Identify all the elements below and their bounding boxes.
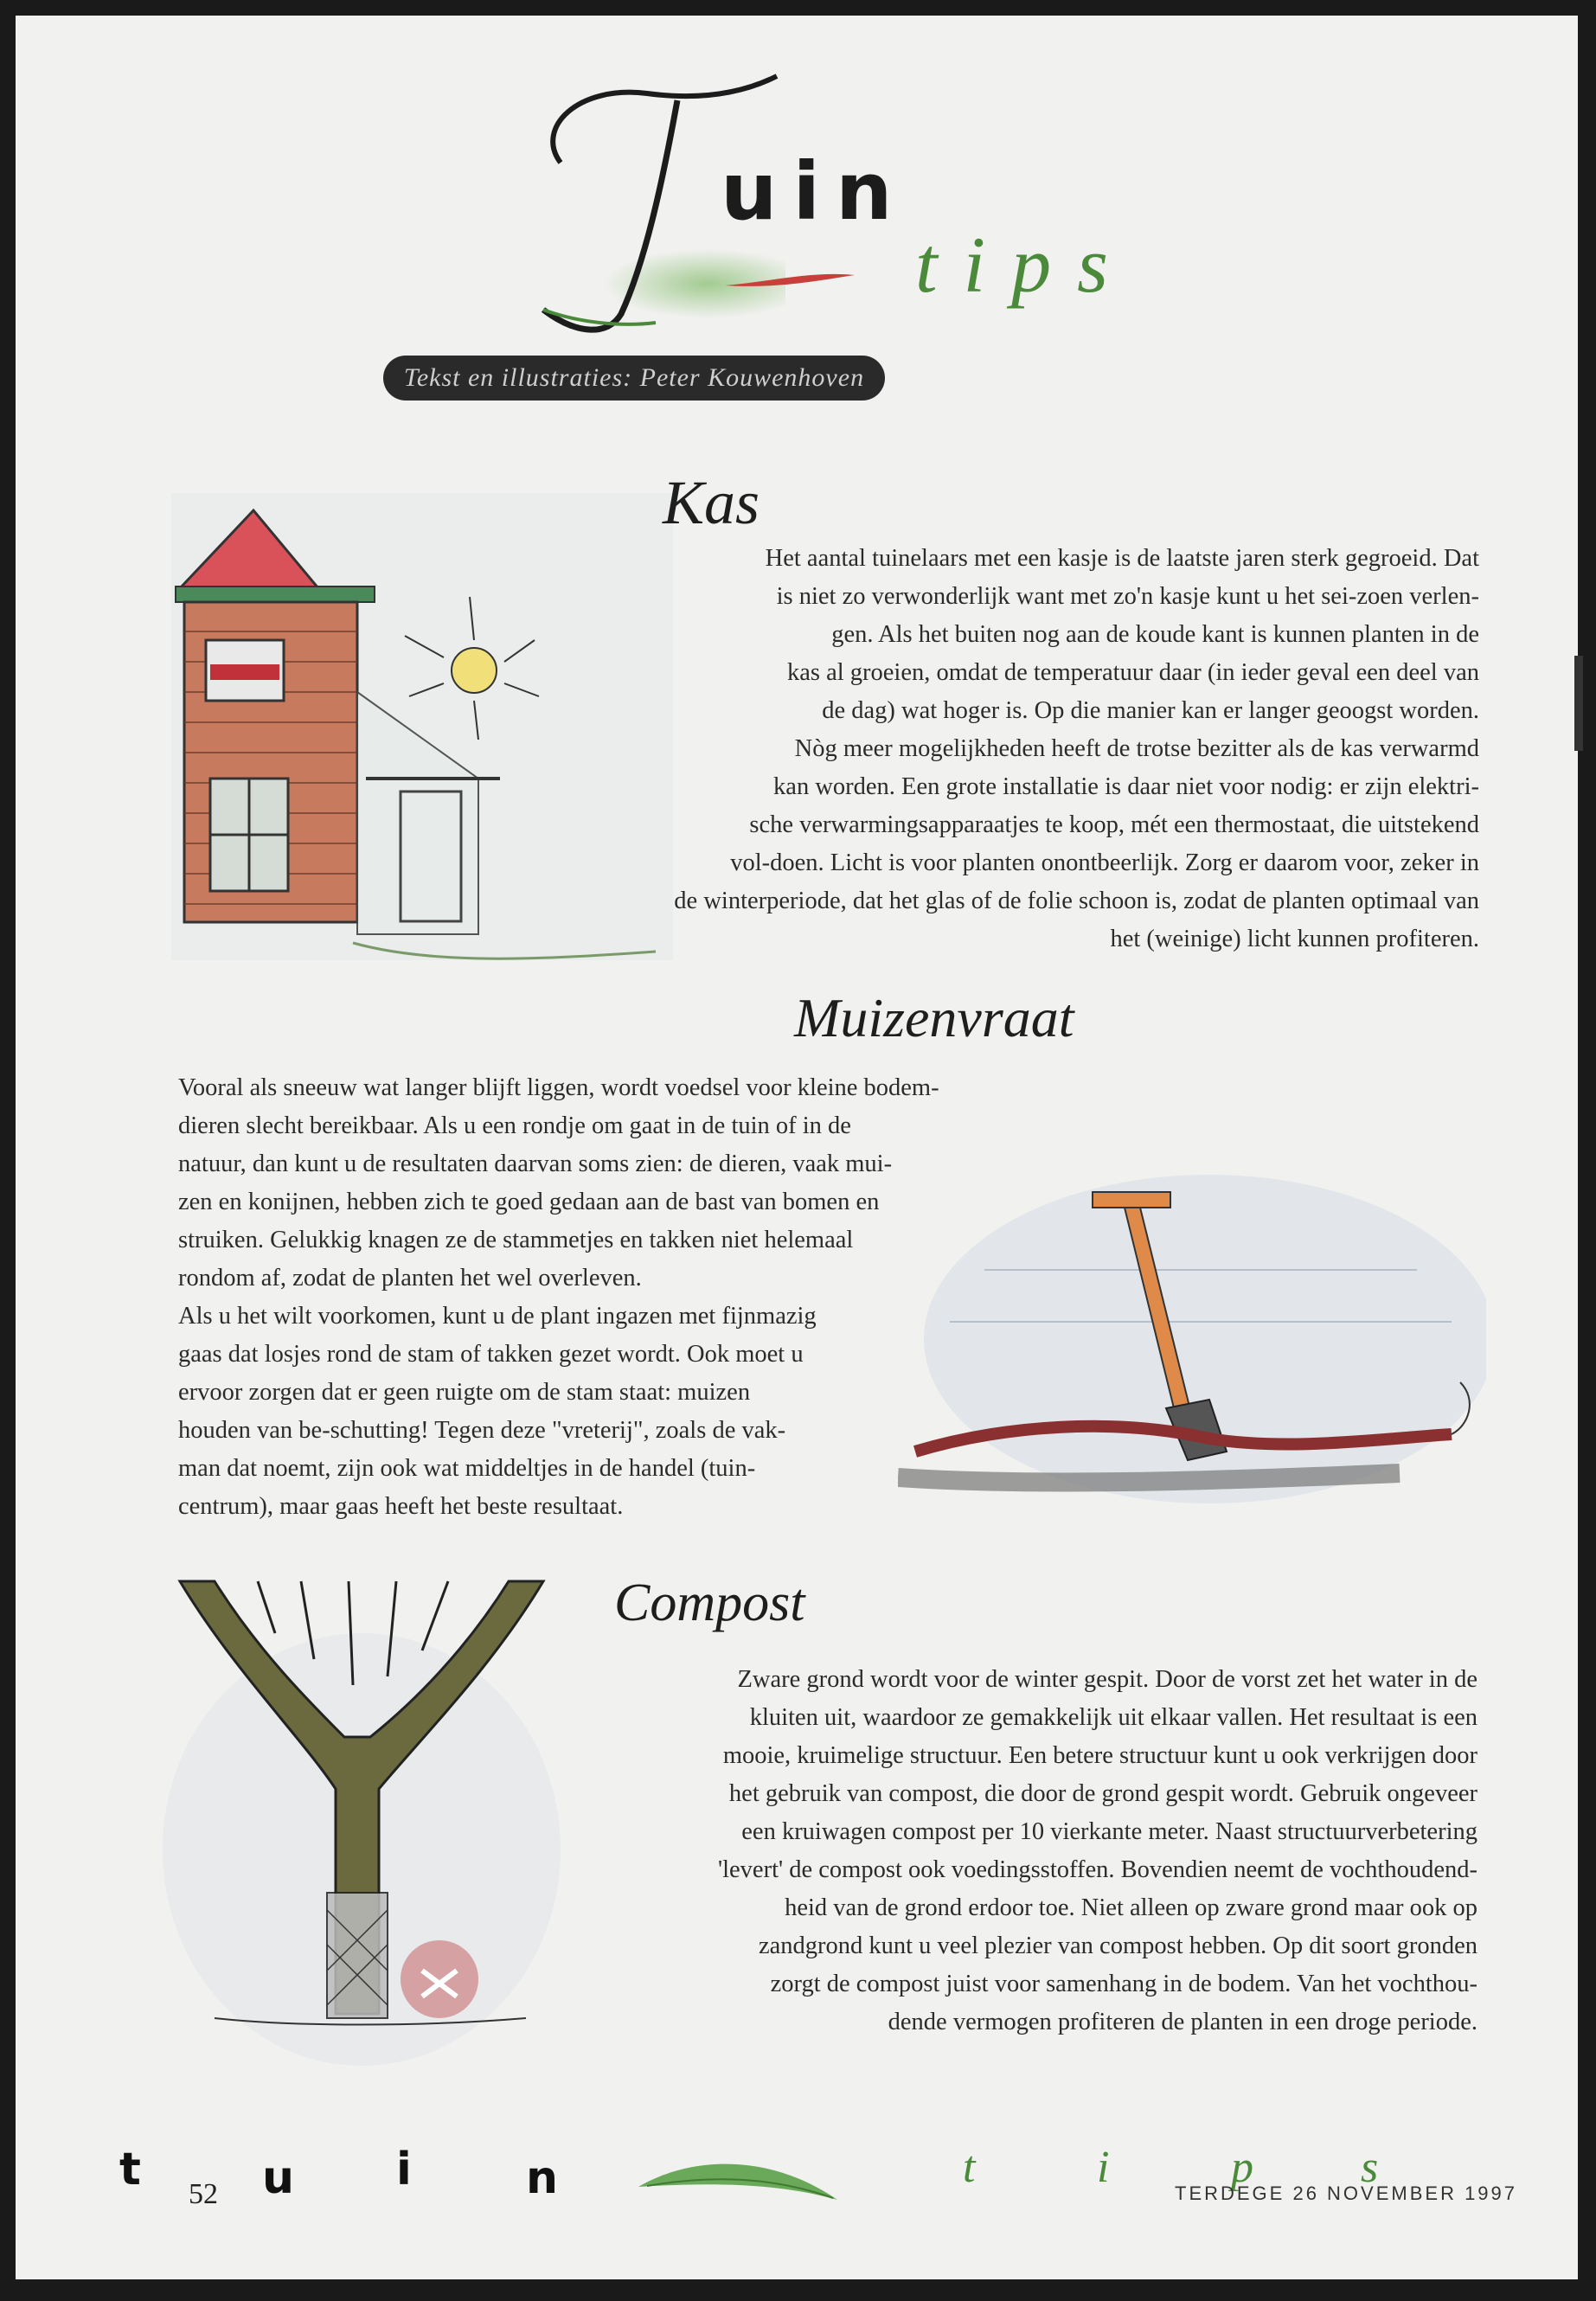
muizenvraat-line: ervoor zorgen dat er geen ruigte om de stam staat: muizen (178, 1379, 751, 1406)
kas-line: Het aantal tuinelaars met een kasje is de laatste jaren sterk gegroeid. Dat (765, 545, 1479, 572)
footer-italic-p: p (1231, 2143, 1253, 2192)
footer-letter-n: n (526, 2152, 559, 2204)
compost-line: mooie, kruimelige structuur. Een betere structuur kunt u ook verkrijgen door (722, 1742, 1477, 1769)
muizenvraat-line: man dat noemt, zijn ook wat middeltjes in de handel (tuin- (178, 1455, 756, 1482)
muizenvraat-line: gaas dat losjes rond de stam of takken gezet wordt. Ook moet u (178, 1341, 804, 1368)
edge-marker (1574, 656, 1583, 751)
logo-subword: tips (915, 221, 1134, 309)
footer-letter-u: u (262, 2152, 295, 2204)
muizenvraat-line: dieren slecht bereikbaar. Als u een rondje om gaat in de tuin of in de (178, 1112, 851, 1139)
kas-line: de winterperiode, dat het glas of de folie schoon is, zodat de planten optimaal van (674, 888, 1479, 914)
compost-line: een kruiwagen compost per 10 vierkante meter. Naast structuurverbetering (741, 1818, 1477, 1845)
compost-line: heid van de grond erdoor toe. Niet alleen op zware grond maar ook op (785, 1894, 1477, 1921)
kas-line: het (weinige) licht kunnen profiteren. (1110, 926, 1479, 952)
muizenvraat-line: zen en konijnen, hebben zich te goed gedaan aan de bast van bomen en (178, 1189, 880, 1215)
footer-letter-i: i (396, 2144, 412, 2195)
kas-line: de dag) wat hoger is. Op die manier kan er langer geoogst worden. (822, 697, 1479, 724)
section-body-compost (535, 1661, 1477, 2041)
compost-line: kluiten uit, waardoor ze gemakkelijk uit elkaar vallen. Het resultaat is een (749, 1704, 1477, 1731)
logo-word: uin (721, 145, 908, 238)
muizenvraat-line: natuur, dan kunt u de resultaten daarvan soms zien: de dieren, vaak mui- (178, 1150, 893, 1177)
footer-italic-s: s (1361, 2143, 1379, 2192)
kas-line: kas al groeien, omdat de temperatuur daar (in ieder geval een deel van (786, 659, 1479, 686)
kas-line: is niet zo verwonderlijk want met zo'n kasje kunt u het sei-zoen verlen- (776, 583, 1479, 610)
kas-line: sche verwarmingsapparaatjes te koop, mét een thermostaat, die uitstekend (749, 811, 1479, 838)
compost-line: dende vermogen profiteren de planten in een droge periode. (888, 2009, 1477, 2035)
section-title-muizenvraat: Muizenvraat (794, 987, 1074, 1048)
compost-line: zorgt de compost juist voor samenhang in de bodem. Van het vochthou- (770, 1971, 1477, 1997)
magazine-page (16, 16, 1578, 2279)
compost-line: het gebruik van compost, die door de grond gespit wordt. Gebruik ongeveer (728, 1780, 1477, 1807)
kas-line: kan worden. Een grote installatie is daar niet voor nodig: er zijn elektri- (773, 773, 1479, 800)
kas-line: Nòg meer mogelijkheden heeft de trotse bezitter als de kas verwarmd (794, 735, 1479, 762)
footer-italic-t: t (963, 2143, 976, 2192)
muizenvraat-line: rondom af, zodat de planten het wel overleven. (178, 1265, 642, 1292)
muizenvraat-line: struiken. Gelukkig knagen ze de stammetjes en takken niet helemaal (178, 1227, 854, 1253)
byline-badge: Tekst en illustraties: Peter Kouwenhoven (383, 356, 885, 401)
kas-line: vol-doen. Licht is voor planten onontbeerlijk. Zorg er daarom voor, zeker in (730, 849, 1479, 876)
section-title-compost: Compost (614, 1574, 805, 1632)
compost-line: Zware grond wordt voor de winter gespit. Door de vorst zet het water in de (737, 1666, 1477, 1693)
section-body-muizenvraat (178, 1069, 974, 1526)
section-body-kas (465, 540, 1479, 958)
compost-line: 'levert' de compost ook voedingsstoffen. Bovendien neemt de vochthoudend- (717, 1856, 1477, 1883)
publication-info: TERDEGE 26 NOVEMBER 1997 (1175, 2182, 1518, 2204)
muizenvraat-line: centrum), maar gaas heeft het beste resultaat. (178, 1493, 624, 1520)
logo-swash (725, 266, 855, 292)
muizenvraat-line: Vooral als sneeuw wat langer blijft liggen, wordt voedsel voor kleine bodem- (178, 1074, 939, 1101)
footer-letter-t: t (119, 2144, 141, 2195)
muizenvraat-line: houden van be-schutting! Tegen deze "vreterij", zoals de vak- (178, 1417, 786, 1444)
muizenvraat-line: Als u het wilt voorkomen, kunt u de plant ingazen met fijnmazig (178, 1303, 817, 1330)
compost-line: zandgrond kunt u veel plezier van compost hebben. Op dit soort gronden (758, 1932, 1477, 1959)
spade-illustration (898, 1140, 1486, 1512)
page-number: 52 (189, 2178, 218, 2210)
tree-illustration (163, 1564, 569, 2066)
kas-line: gen. Als het buiten nog aan de koude kant is kunnen planten in de (831, 621, 1479, 648)
leaf-ornament (638, 2148, 837, 2208)
footer-italic-i: i (1097, 2143, 1110, 2192)
section-title-kas: Kas (663, 468, 760, 537)
